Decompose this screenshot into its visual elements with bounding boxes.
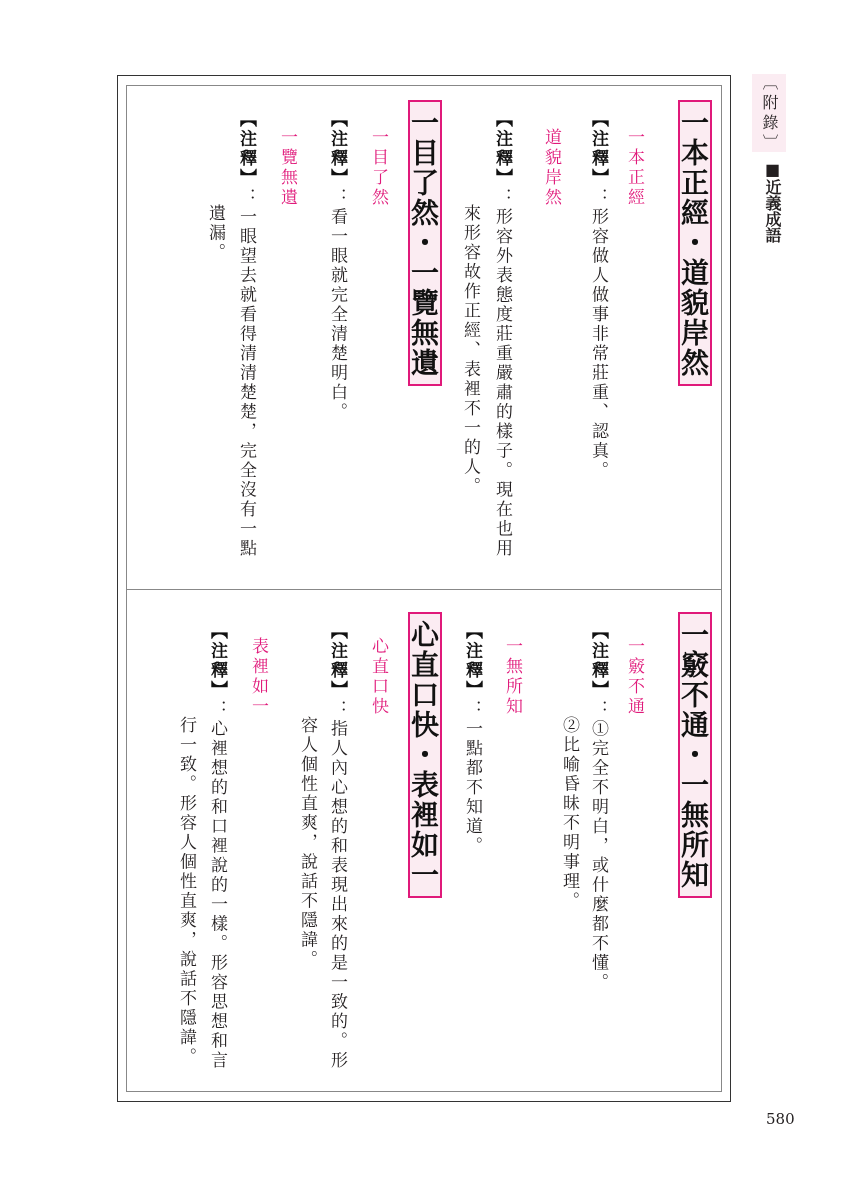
note-label: 【注釋】 [462,622,482,700]
idiom-note [490,110,514,559]
note-label: 【注釋】 [236,110,256,188]
colon: ： [462,700,482,720]
idiom-note [325,622,349,1071]
idiom-term: 一竅不通 [624,637,644,717]
colon: ： [588,188,608,208]
note-label: 【注釋】 [327,622,347,700]
idiom-note [325,110,349,422]
page-number: 580 [766,1110,795,1128]
note-text-continued: 容人個性直爽，說話不隱諱。 [297,716,317,970]
note-text: 看一眼就完全清楚明白。 [327,207,347,422]
note-label: 【注釋】 [588,110,608,188]
colon: ： [588,700,608,720]
idiom-term: 一本正經 [624,128,644,208]
idiom-group-title: 心直口快・表裡如一 [408,612,442,898]
idiom-term: 一目了然 [368,128,388,208]
idiom-note [460,622,484,856]
section-title: ■近義成語 [763,160,782,243]
note-text: 心裡想的和口裡說的一樣。形容思想和言 [207,719,227,1071]
idiom-term: 心直口快 [368,637,388,717]
note-text: 一點都不知道。 [462,719,482,856]
idiom-term: 一覽無遺 [277,128,297,208]
note-text: 一眼望去就看得清清楚楚，完全沒有一點 [236,207,256,559]
idiom-term: 一無所知 [502,637,522,717]
idiom-group-title: 一竅不通・一無所知 [678,612,712,898]
idiom-note [205,622,229,1071]
note-text-continued: 來形容故作正經、表裡不一的人。 [460,204,480,497]
note-text: ①完全不明白，或什麼都不懂。 [588,719,608,993]
note-label: 【注釋】 [207,622,227,700]
appendix-tab: 〔附錄〕 [752,74,786,152]
note-label: 【注釋】 [327,110,347,188]
colon: ： [207,700,227,720]
idiom-term: 道貌岸然 [541,128,561,208]
colon: ： [327,700,347,720]
note-text-continued: 遺漏。 [205,204,225,263]
note-text-continued: ②比喻昏昧不明事理。 [559,716,579,911]
note-label: 【注釋】 [588,622,608,700]
idiom-group-title: 一目了然・一覽無遺 [408,100,442,386]
idiom-note [586,110,610,481]
section-divider [126,589,722,590]
note-text: 形容外表態度莊重嚴肅的樣子。現在也用 [492,207,512,559]
note-text: 指人內心想的和表現出來的是一致的。形 [327,719,347,1071]
note-text-continued: 行一致。形容人個性直爽，說話不隱諱。 [176,716,196,1067]
colon: ： [236,188,256,208]
idiom-note [586,622,610,993]
idiom-note [234,110,258,559]
note-text: 形容做人做事非常莊重、認真。 [588,207,608,481]
colon: ： [492,188,512,208]
idiom-term: 表裡如一 [248,637,268,717]
colon: ： [327,188,347,208]
note-label: 【注釋】 [492,110,512,188]
idiom-group-title: 一本正經・道貌岸然 [678,100,712,386]
